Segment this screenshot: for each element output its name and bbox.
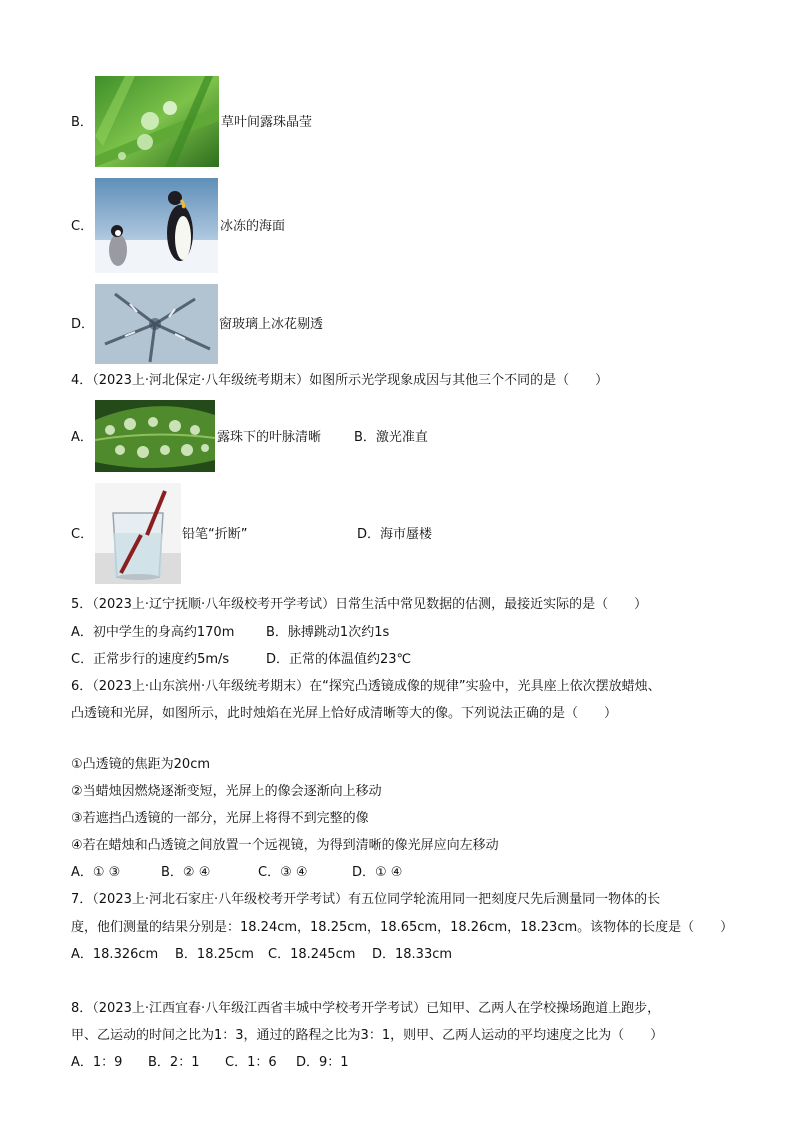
q8-option-c: C．1：6: [225, 1055, 277, 1070]
q5-stem: 5．（2023上·辽宁抚顺·八年级校考开学考试）日常生活中常见数据的估测，最接近实际的是（ ）: [71, 597, 648, 612]
q4-option-a-label: A．: [71, 430, 93, 445]
q3-option-c-caption: 冰冻的海面: [220, 219, 286, 234]
q5-option-d: D．正常的体温值约23℃: [266, 652, 412, 667]
q6-stem-line1: 6．（2023上·山东滨州·八年级统考期末）在“探究凸透镜成像的规律”实验中，光具座上依次摆放蜡烛、: [71, 679, 661, 694]
penguins-on-ice-image: [95, 178, 218, 273]
q6-statement-1: ①凸透镜的焦距为20cm: [71, 757, 211, 772]
q6-statement-2: ②当蜡烛因燃烧逐渐变短，光屏上的像会逐渐向上移动: [71, 784, 382, 799]
q5-option-b: B．脉搏跳动1次约1s: [266, 625, 390, 640]
dew-on-grass-image: [95, 76, 219, 167]
q8-stem-line2: 甲、乙运动的时间之比为1：3，通过的路程之比为3：1，则甲、乙两人运动的平均速度之比为（ ）: [71, 1028, 664, 1043]
q6-option-d: D．① ④: [352, 865, 403, 880]
q4-option-c-label: C．: [71, 527, 94, 542]
dewdrops-on-leaf-image: [95, 400, 215, 472]
q7-option-d: D．18.33cm: [372, 947, 453, 962]
q3-option-b-label: B．: [71, 115, 93, 130]
q8-option-a: A．1：9: [71, 1055, 123, 1070]
pencil-in-water-glass-image: [95, 483, 181, 584]
q3-option-c-label: C．: [71, 219, 94, 234]
q8-option-d: D．9：1: [296, 1055, 349, 1070]
frost-on-window-image: [95, 284, 218, 364]
q4-stem: 4．（2023上·河北保定·八年级统考期末）如图所示光学现象成因与其他三个不同的是（ ）: [71, 373, 609, 388]
q6-statement-4: ④若在蜡烛和凸透镜之间放置一个远视镜，为得到清晰的像光屏应向左移动: [71, 838, 499, 853]
q7-stem-line2: 度，他们测量的结果分别是：18.24cm，18.25cm，18.65cm，18.26cm，18.23cm。该物体的长度是（ ）: [71, 920, 734, 935]
q7-option-a: A．18.326cm: [71, 947, 159, 962]
q6-stem-line2: 凸透镜和光屏，如图所示，此时烛焰在光屏上恰好成清晰等大的像。下列说法正确的是（ ）: [71, 706, 618, 721]
q3-option-d-label: D．: [71, 317, 95, 332]
q6-option-a: A．① ③: [71, 865, 121, 880]
q6-statement-3: ③若遮挡凸透镜的一部分，光屏上将得不到完整的像: [71, 811, 369, 826]
q7-option-c: C．18.245cm: [268, 947, 356, 962]
q7-stem-line1: 7．（2023上·河北石家庄·八年级校考开学考试）有五位同学轮流用同一把刻度尺先后测量同一物体的长: [71, 892, 661, 907]
q5-option-c: C．正常步行的速度约5m/s: [71, 652, 230, 667]
q8-stem-line1: 8．（2023上·江西宜春·八年级江西省丰城中学校考开学考试）已知甲、乙两人在学校操场跑道上跑步，: [71, 1001, 661, 1016]
q4-option-a-caption: 露珠下的叶脉清晰: [217, 430, 322, 445]
q4-option-b: B．激光准直: [354, 430, 428, 445]
q5-option-a: A．初中学生的身高约170m: [71, 625, 235, 640]
q4-option-d: D．海市蜃楼: [357, 527, 433, 542]
q4-option-c-caption: 铅笔“折断”: [182, 527, 248, 542]
q6-option-c: C．③ ④: [258, 865, 308, 880]
q3-option-b-caption: 草叶间露珠晶莹: [221, 115, 313, 130]
q7-option-b: B．18.25cm: [175, 947, 254, 962]
q6-option-b: B．② ④: [161, 865, 211, 880]
q8-option-b: B．2：1: [148, 1055, 200, 1070]
q3-option-d-caption: 窗玻璃上冰花剔透: [219, 317, 324, 332]
